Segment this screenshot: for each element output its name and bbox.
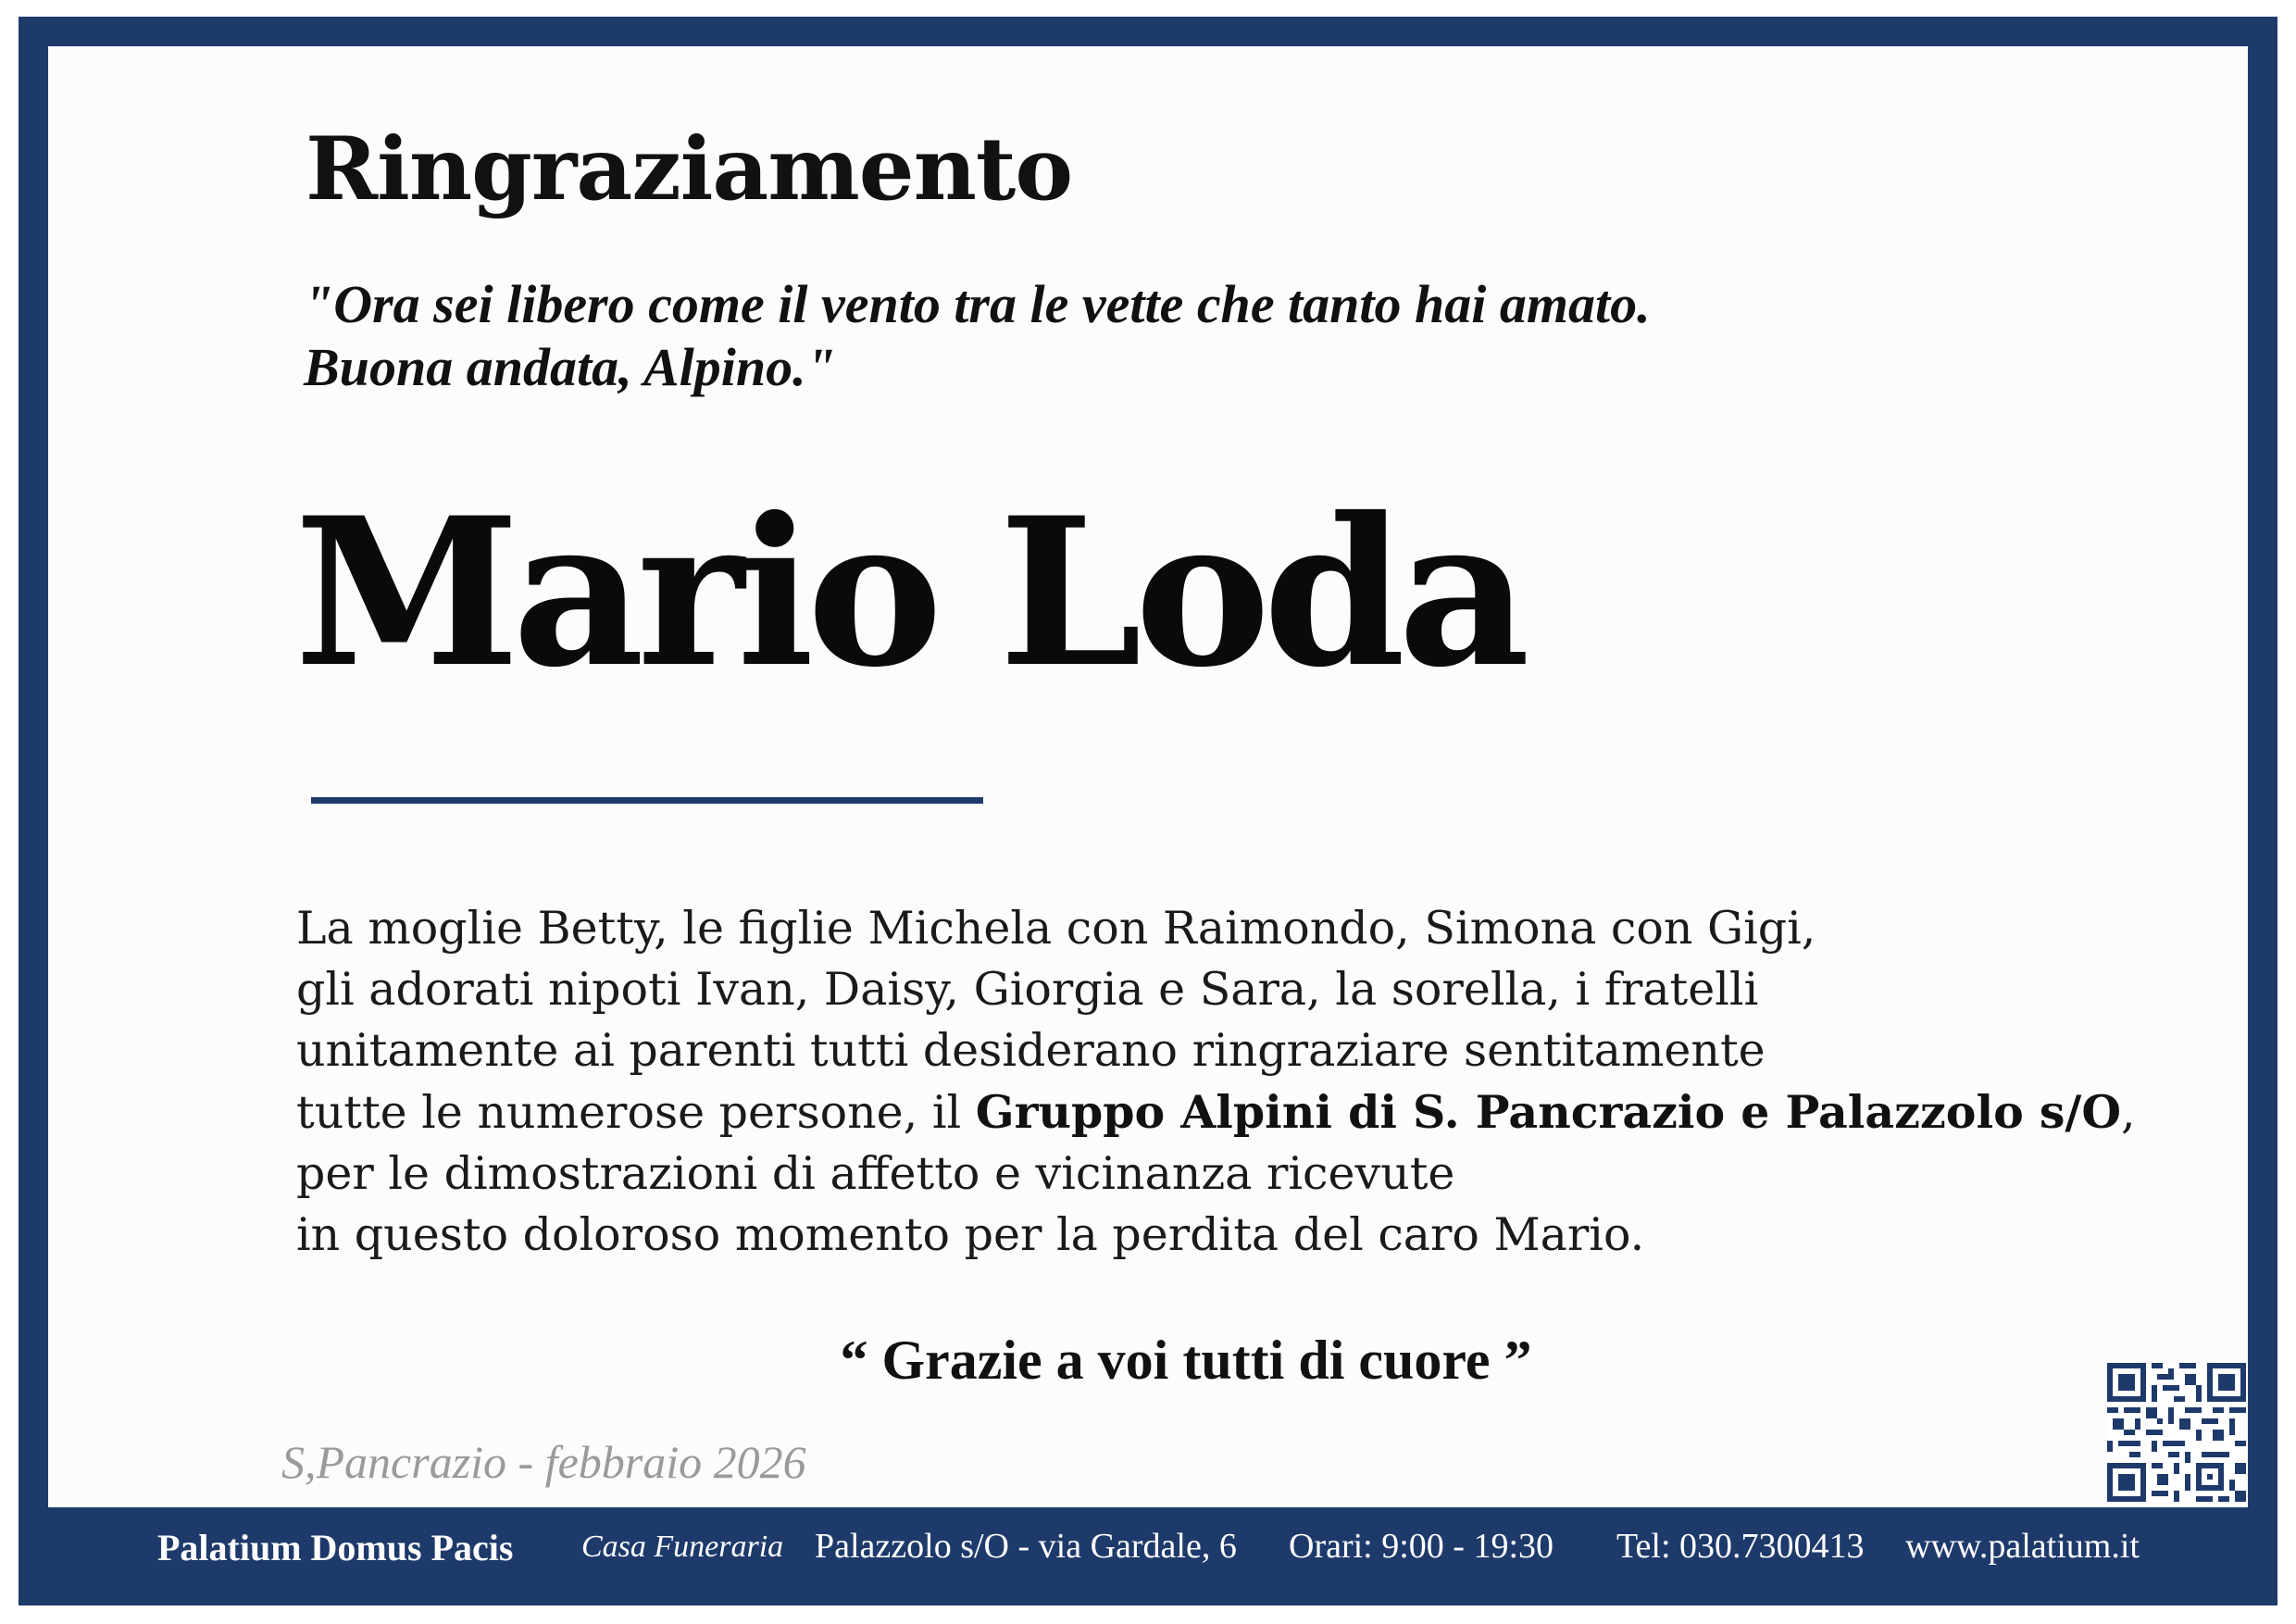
qr-code-icon[interactable] — [2107, 1363, 2246, 1502]
message-line-5: per le dimostrazioni di affetto e vicinanza ricevute — [296, 1147, 1455, 1200]
message-line-6: in questo doloroso momento per la perdita del caro Mario. — [296, 1208, 1645, 1261]
message-line-1: La moglie Betty, le figlie Michela con Raimondo, Simona con Gigi, — [296, 902, 1816, 955]
footer-bar — [0, 1507, 2296, 1587]
place-date: S,Pancrazio - febbraio 2026 — [281, 1436, 806, 1488]
footer-phone[interactable]: Tel: 030.7300413 — [1616, 1527, 1865, 1566]
message-line-4 — [296, 1081, 2136, 1143]
quote-line-1: "Ora sei libero come il vento tra le vette che tanto hai amato. — [304, 274, 1651, 334]
message-line-4-end: , — [2121, 1086, 2136, 1139]
message-line-3: unitamente ai parenti tutti desiderano ringraziare sentitamente — [296, 1024, 1766, 1077]
footer-address: Palazzolo s/O - via Gardale, 6 — [815, 1527, 1237, 1566]
blue-frame — [19, 17, 2277, 1605]
footer-brand: Palatium Domus Pacis — [157, 1527, 514, 1568]
footer-website-link[interactable]: www.palatium.it — [1905, 1527, 2140, 1566]
footer-hours: Orari: 9:00 - 19:30 — [1289, 1527, 1554, 1566]
deceased-name: Mario Loda — [294, 472, 1523, 712]
message-line-4-start: tutte le numerose persone, il — [296, 1086, 976, 1139]
closing-thanks — [48, 1329, 2248, 1393]
divider-rule — [311, 797, 983, 804]
closing-thanks-text: “ Grazie a voi tutti di cuore ” — [840, 1330, 1532, 1391]
notice-paper — [48, 46, 2248, 1507]
message-line-2: gli adorati nipoti Ivan, Daisy, Giorgia e Sara, la sorella, i fratelli — [296, 963, 1759, 1016]
thanks-message — [296, 898, 2136, 1266]
memorial-quote — [304, 273, 1651, 399]
notice-title: Ringraziamento — [306, 119, 1073, 220]
group-name: Gruppo Alpini di S. Pancrazio e Palazzolo s/O — [975, 1085, 2122, 1139]
quote-line-2: Buona andata, Alpino." — [304, 337, 836, 397]
footer-business-type: Casa Funeraria — [581, 1530, 784, 1564]
